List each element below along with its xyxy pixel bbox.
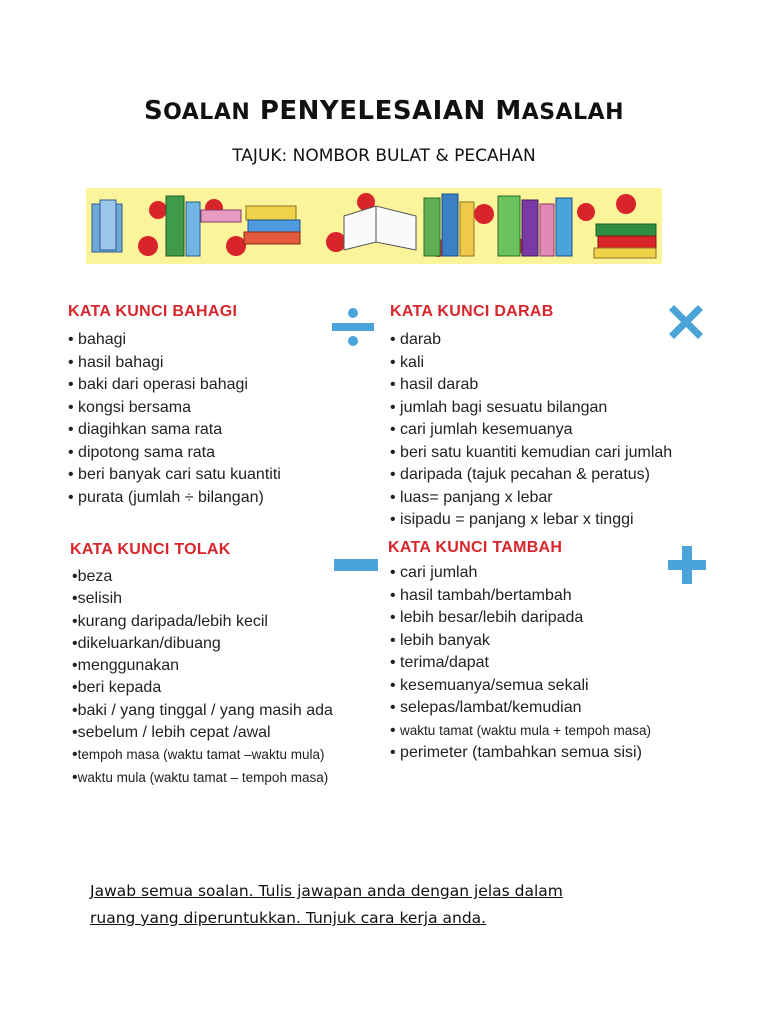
list-item: • lebih banyak	[390, 631, 490, 649]
keyword-list-tolak	[72, 566, 333, 789]
instructions-text	[90, 878, 650, 932]
keyword-list-bahagi	[68, 329, 281, 509]
list-item: •beri kepada	[72, 679, 162, 697]
list-item: • waktu tamat (waktu mula + tempoh masa)	[390, 721, 652, 739]
keyword-list-tambah	[390, 562, 651, 765]
list-item: • baki dari operasi bahagi	[68, 376, 248, 393]
list-item: •tempoh masa (waktu tamat –waktu mula)	[72, 746, 325, 764]
plus-icon	[668, 546, 706, 584]
list-item: • jumlah bagi sesuatu bilangan	[390, 398, 608, 416]
list-item: •kurang daripada/lebih kecil	[72, 612, 268, 630]
minus-icon	[334, 557, 378, 573]
multiply-icon	[668, 304, 704, 340]
list-item: • kesemuanya/semua sekali	[390, 676, 589, 694]
page-subtitle: TAJUK: NOMBOR BULAT & PECAHAN	[232, 146, 536, 166]
list-item: • beri satu kuantiti kemudian cari jumlah	[390, 443, 673, 461]
list-item: • isipadu = panjang x lebar x tinggi	[390, 511, 634, 528]
divide-icon	[330, 306, 376, 348]
list-item: • beri banyak cari satu kuantiti	[68, 466, 281, 483]
list-item: • lebih besar/lebih daripada	[390, 609, 584, 626]
list-item: • selepas/lambat/kemudian	[390, 699, 582, 716]
list-item: • cari jumlah kesemuanya	[390, 421, 573, 438]
list-item: • luas= panjang x lebar	[390, 488, 553, 506]
list-item: • hasil tambah/bertambah	[390, 586, 572, 604]
list-item: • purata (jumlah ÷ bilangan)	[68, 488, 264, 506]
list-item: •selisih	[72, 590, 123, 608]
list-item: •baki / yang tinggal / yang masih ada	[72, 701, 333, 719]
list-item: • hasil darab	[390, 376, 479, 393]
list-item: • daripada (tajuk pecahan & peratus)	[390, 466, 650, 483]
list-item: •menggunakan	[72, 657, 180, 675]
page-title: SOALAN PENYELESAIAN MASALAH	[143, 96, 625, 126]
list-item: •waktu mula (waktu tamat – tempoh masa)	[72, 768, 329, 786]
section-title-bahagi: KATA KUNCI BAHAGI	[68, 303, 238, 320]
list-item: • hasil bahagi	[68, 353, 164, 371]
list-item: • terima/dapat	[390, 654, 489, 671]
list-item: •dikeluarkan/dibuang	[72, 634, 221, 652]
list-item: •sebelum / lebih cepat /awal	[72, 724, 271, 742]
list-item: • kongsi bersama	[68, 398, 191, 416]
list-item: •beza	[72, 568, 113, 585]
keyword-list-darab	[390, 329, 672, 532]
instructions-line-2: ruang yang diperuntukkan. Tunjuk cara kerja anda.	[90, 909, 487, 927]
list-item: • bahagi	[68, 331, 127, 348]
section-title-darab: KATA KUNCI DARAB	[390, 303, 554, 320]
books-banner-illustration	[86, 188, 662, 264]
section-title-tambah: KATA KUNCI TAMBAH	[388, 539, 563, 556]
instructions-line-1: Jawab semua soalan. Tulis jawapan anda dengan jelas dalam	[90, 882, 563, 900]
section-title-tolak: KATA KUNCI TOLAK	[70, 541, 231, 558]
list-item: • dipotong sama rata	[68, 443, 216, 461]
list-item: • cari jumlah	[390, 564, 478, 581]
list-item: • diagihkan sama rata	[68, 421, 223, 438]
list-item: • darab	[390, 331, 441, 348]
list-item: • kali	[390, 353, 425, 371]
list-item: • perimeter (tambahkan semua sisi)	[390, 744, 642, 761]
